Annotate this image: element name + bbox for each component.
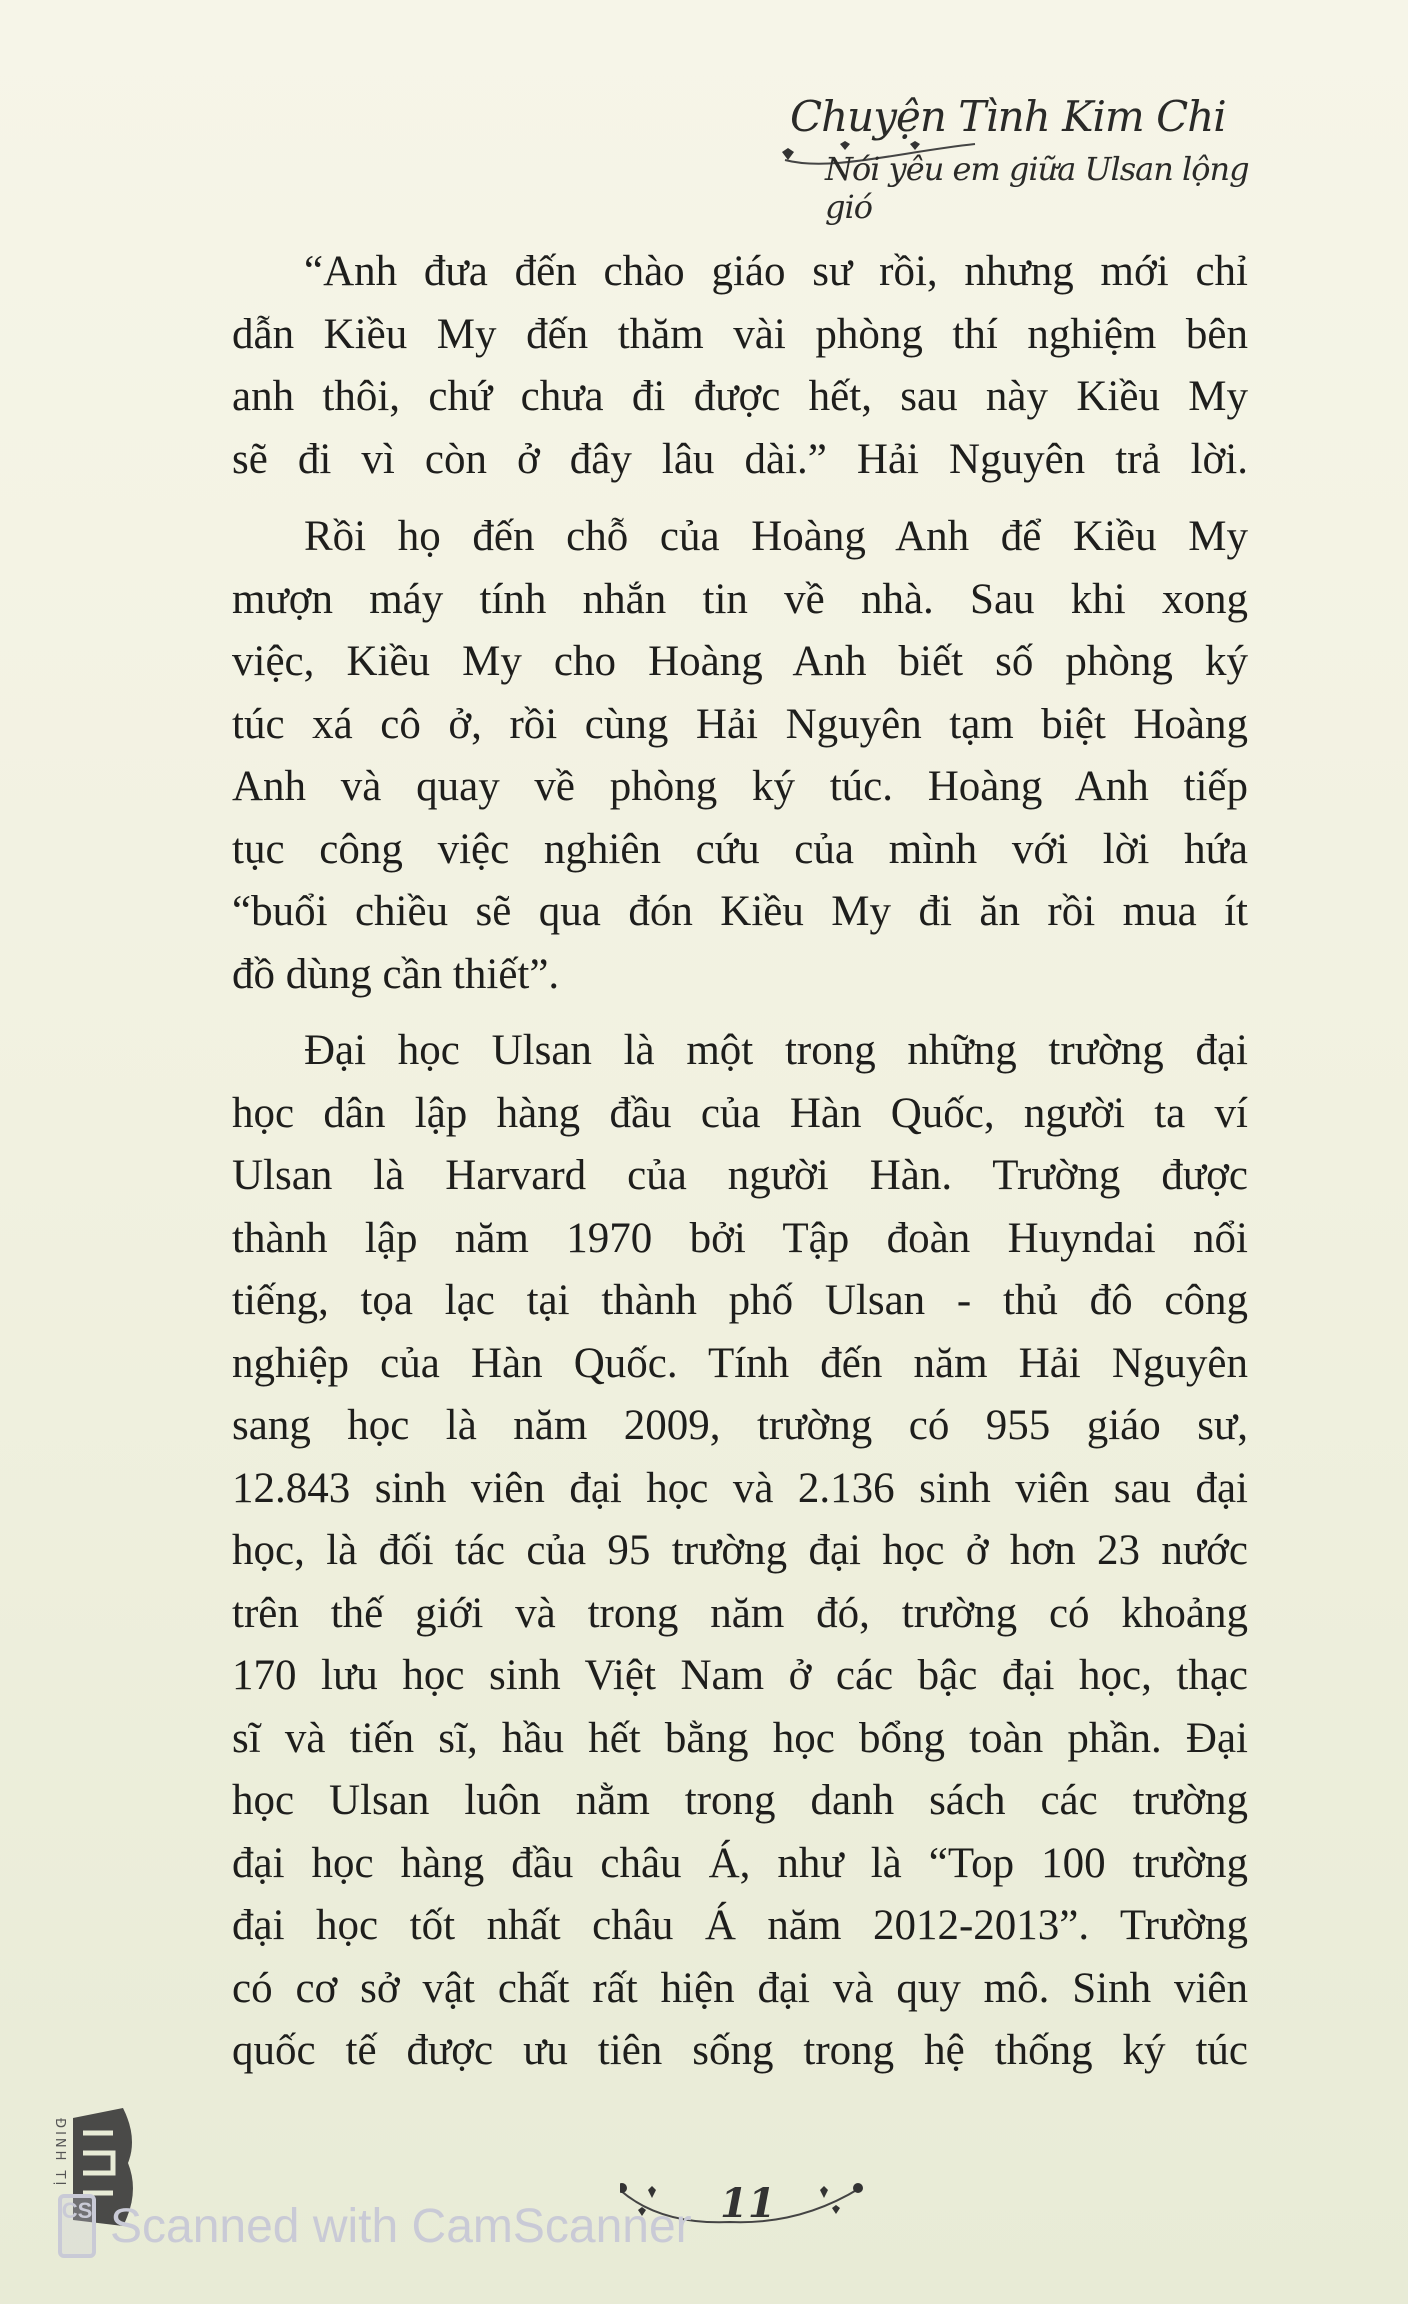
text-line: sang học là năm 2009, trường có 955 giáo sư,	[232, 1402, 1248, 1449]
text-line: “buổi chiều sẽ qua đón Kiều My đi ăn rồi mua ít	[232, 888, 1248, 935]
text-line: tiếng, tọa lạc tại thành phố Ulsan - thủ đô công	[232, 1277, 1248, 1324]
camscanner-watermark	[58, 2196, 692, 2256]
paragraph-2	[232, 506, 1248, 1006]
text-line: trên thế giới và trong năm đó, trường có khoảng	[232, 1589, 1248, 1637]
text-line: đại học tốt nhất châu Á năm 2012-2013”. Trường	[232, 1902, 1248, 1949]
text-line: túc xá cô ở, rồi cùng Hải Nguyên tạm biệt Hoàng	[232, 700, 1248, 748]
text-line: 12.843 sinh viên đại học và 2.136 sinh viên sau đại	[232, 1464, 1248, 1512]
text-line: Anh và quay về phòng ký túc. Hoàng Anh tiếp	[232, 763, 1248, 810]
paragraph-3	[232, 1020, 1248, 2083]
text-line: 170 lưu học sinh Việt Nam ở các bậc đại học, thạc	[232, 1652, 1248, 1699]
text-line: dẫn Kiều My đến thăm vài phòng thí nghiệm bên	[232, 310, 1248, 358]
text-line: anh thôi, chứ chưa đi được hết, sau này Kiều My	[232, 373, 1248, 420]
text-line: có cơ sở vật chất rất hiện đại và quy mô. Sinh viên	[232, 1964, 1248, 2012]
text-line: học, là đối tác của 95 trường đại học ở hơn 23 nước	[232, 1527, 1248, 1574]
text-line: tục công việc nghiên cứu của mình với lời hứa	[232, 825, 1248, 873]
text-line: học Ulsan luôn nằm trong danh sách các trường	[232, 1777, 1248, 1824]
text-line: nghiệp của Hàn Quốc. Tính đến năm Hải Nguyên	[232, 1339, 1248, 1387]
book-title: Chuyện Tình Kim Chi	[790, 92, 1226, 141]
text-line: đồ dùng cần thiết”.	[232, 950, 560, 998]
text-line: Rồi họ đến chỗ của Hoàng Anh để Kiều My	[304, 513, 1248, 560]
publisher-logo-text: ĐINH TỊ	[52, 2118, 67, 2189]
text-line: “Anh đưa đến chào giáo sư rồi, nhưng mới chỉ	[304, 248, 1248, 295]
text-line: Ulsan là Harvard của người Hàn. Trường được	[232, 1152, 1248, 1199]
text-line: đại học hàng đầu châu Á, như là “Top 100 trường	[232, 1839, 1248, 1887]
text-line: việc, Kiều My cho Hoàng Anh biết số phòng ký	[232, 638, 1248, 685]
running-header	[780, 92, 1260, 226]
book-subtitle: Nói yêu em giữa Ulsan lộng gió	[825, 150, 1249, 226]
watermark-text: Scanned with CamScanner	[110, 2199, 692, 2253]
text-line: học dân lập hàng đầu của Hàn Quốc, người ta ví	[232, 1089, 1248, 1137]
page-number: 11	[720, 2180, 776, 2227]
text-line: Đại học Ulsan là một trong những trường đại	[304, 1027, 1248, 1074]
text-line: thành lập năm 1970 bởi Tập đoàn Huyndai nổi	[232, 1214, 1248, 1262]
camscanner-icon: CS	[58, 2194, 96, 2258]
paragraph-1	[232, 241, 1248, 491]
text-line: sẽ đi vì còn ở đây lâu dài.” Hải Nguyên trả lời.	[232, 435, 1248, 483]
text-line: quốc tế được ưu tiên sống trong hệ thống ký túc	[232, 2027, 1248, 2074]
text-line: mượn máy tính nhắn tin về nhà. Sau khi xong	[232, 575, 1248, 623]
text-line: sĩ và tiến sĩ, hầu hết bằng học bổng toàn phần. Đại	[232, 1714, 1248, 1762]
